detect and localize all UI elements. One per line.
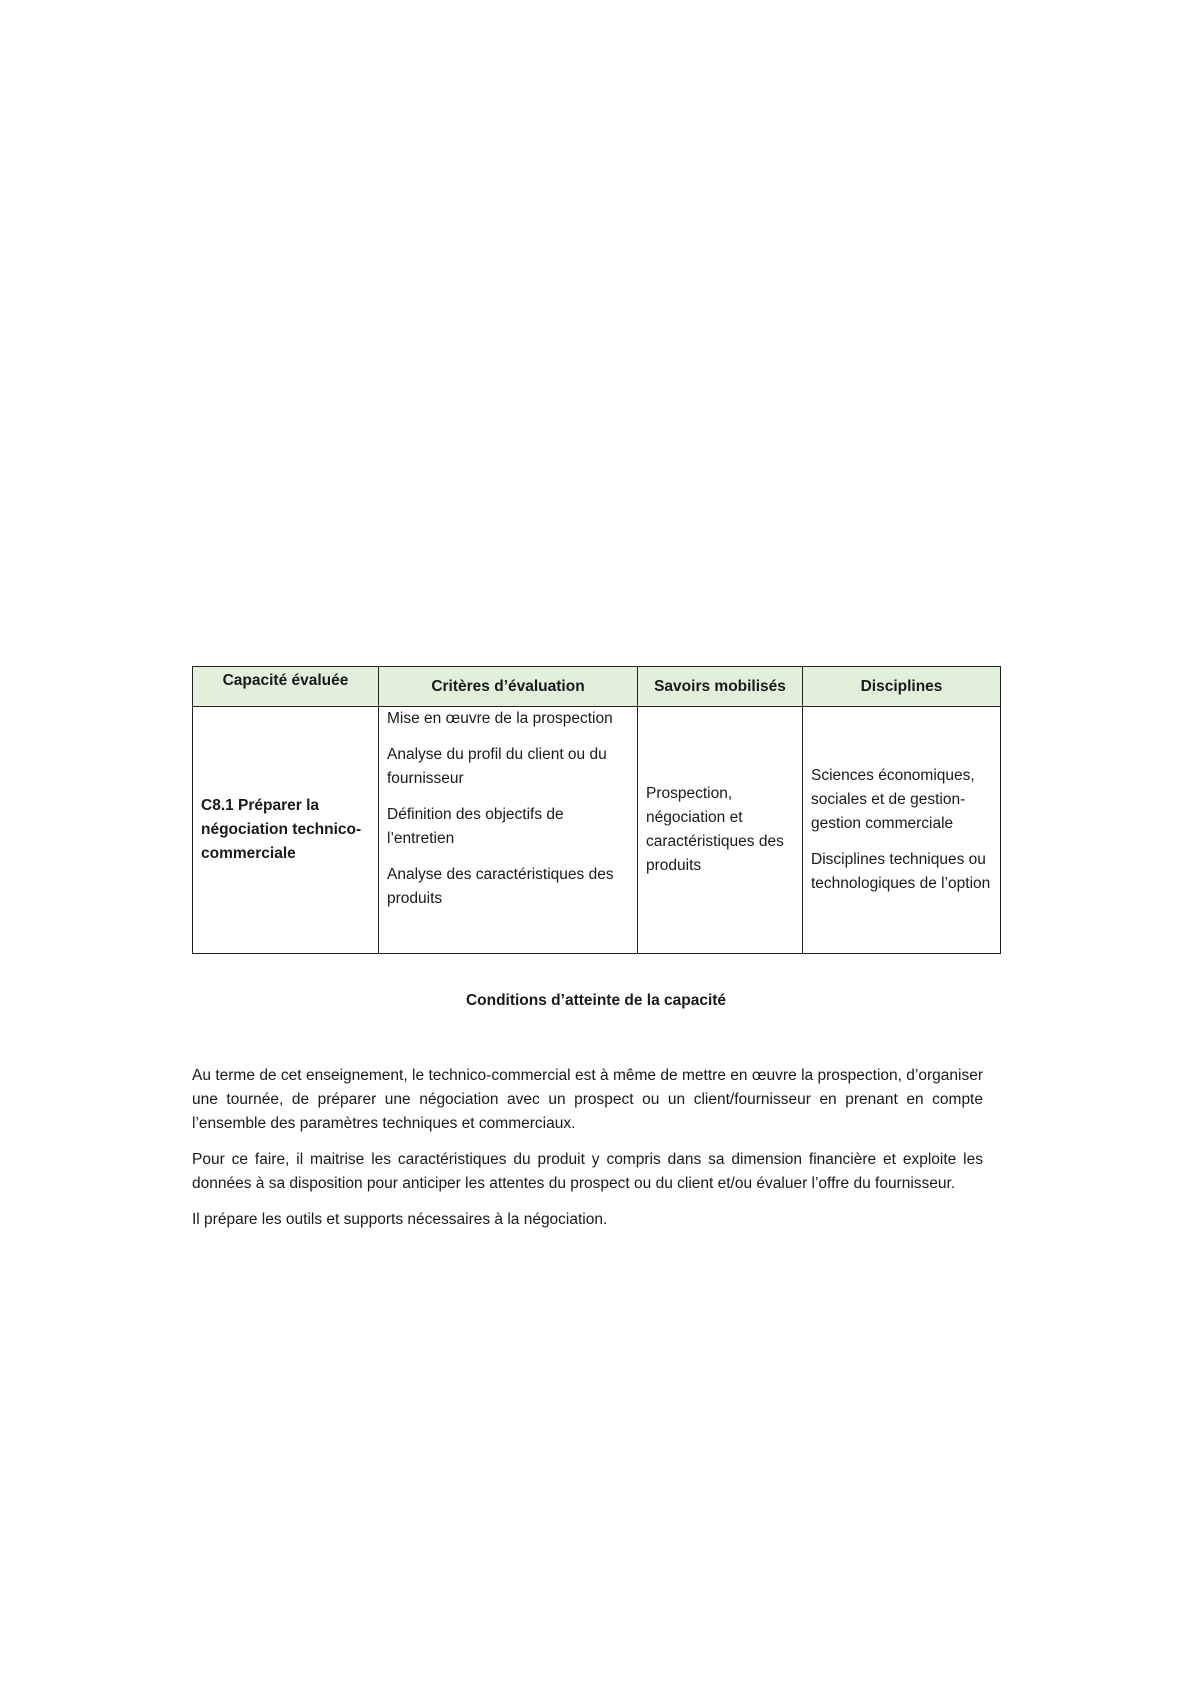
criteria-cell — [379, 707, 638, 954]
paragraph: Au terme de cet enseignement, le technico-commercial est à même de mettre en œuvre la prospection, d’organiser une tournée, de préparer une négociation avec un prospect ou un client/fournisseur en prenant en compte l’ensemble des paramètres techniques et commerciaux. — [192, 1067, 983, 1132]
criteria-item: Analyse du profil du client ou du fournisseur — [387, 746, 607, 787]
knowledge-cell: Prospection, négociation et caractéristiques des produits — [638, 707, 803, 954]
criteria-item: Définition des objectifs de l’entretien — [387, 806, 564, 847]
body-text — [192, 1064, 983, 1244]
discipline-item: Disciplines techniques ou technologiques de l’option — [811, 851, 991, 892]
paragraph: Pour ce faire, il maitrise les caractéristiques du produit y compris dans sa dimension financière et exploite les données à sa disposition pour anticiper les attentes du prospect ou du client et/ou évaluer l’offre du fournisseur. — [192, 1151, 983, 1192]
disciplines-cell — [803, 707, 1001, 954]
header-capacity: Capacité évaluée — [193, 667, 379, 707]
capacity-cell: C8.1 Préparer la négociation technico-commerciale — [193, 707, 379, 954]
paragraph: Il prépare les outils et supports nécessaires à la négociation. — [192, 1211, 608, 1228]
header-knowledge: Savoirs mobilisés — [638, 667, 803, 707]
section-title: Conditions d’atteinte de la capacité — [465, 992, 727, 1009]
table-header-row — [193, 667, 1001, 707]
header-disciplines: Disciplines — [803, 667, 1001, 707]
header-criteria: Critères d’évaluation — [379, 667, 638, 707]
criteria-item: Mise en œuvre de la prospection — [387, 710, 613, 727]
discipline-item: Sciences économiques, sociales et de gestion-gestion commerciale — [811, 767, 975, 832]
capacity-table — [192, 666, 1001, 954]
table-row — [193, 707, 1001, 954]
criteria-item: Analyse des caractéristiques des produits — [387, 866, 614, 907]
